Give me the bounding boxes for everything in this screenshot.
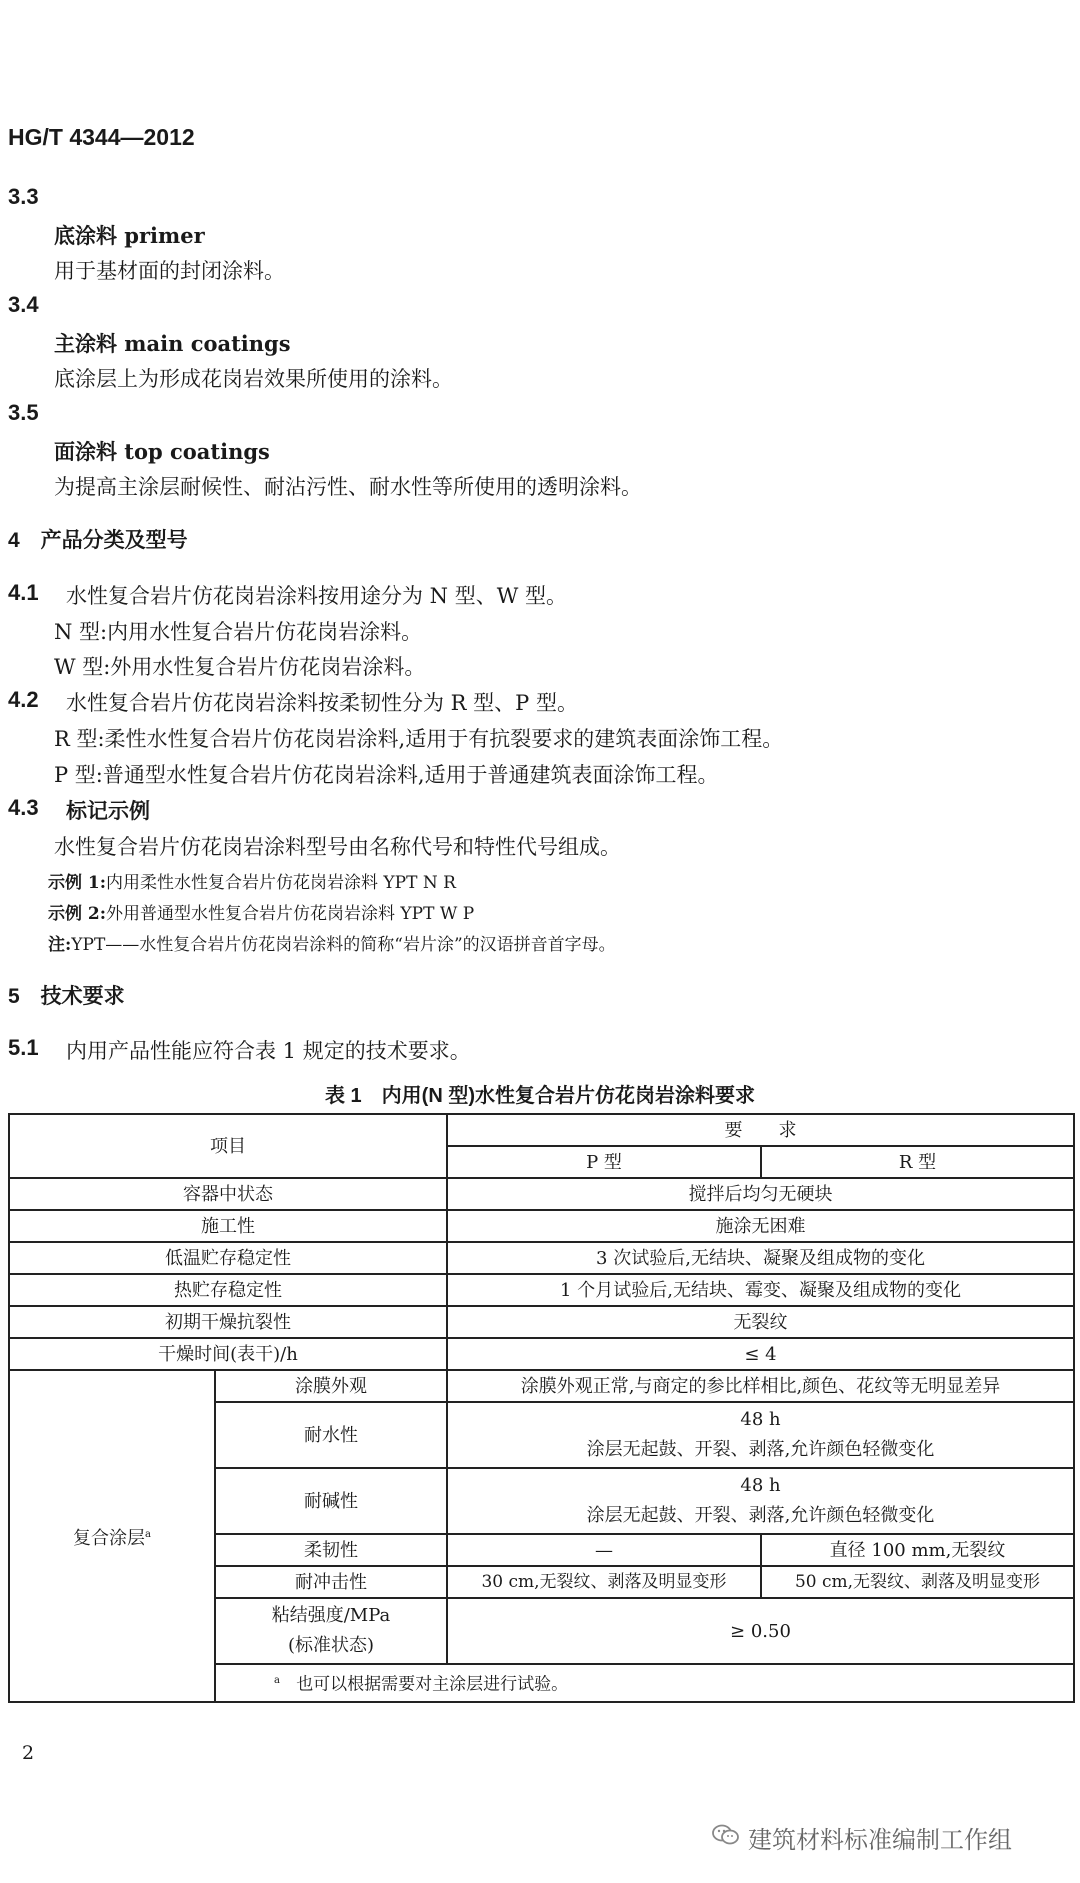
clause-title: 标记示例 — [66, 800, 150, 823]
clause-number: 4.2 — [8, 687, 39, 712]
section-heading-4: 4 产品分类及型号 — [8, 529, 188, 552]
example-1 — [48, 868, 456, 893]
row-item: 耐水性 — [215, 1402, 447, 1468]
type-n-definition: N 型:内用水性复合岩片仿花岗岩涂料。 — [54, 620, 423, 644]
value-line: 涂层无起鼓、开裂、剥落,允许颜色轻微变化 — [586, 1505, 935, 1526]
row-item — [215, 1598, 447, 1664]
composite-coating-label — [9, 1370, 215, 1702]
clause-text: 内用产品性能应符合表 1 规定的技术要求。 — [66, 1039, 471, 1063]
row-value: 3 次试验后,无结块、凝聚及组成物的变化 — [447, 1242, 1074, 1274]
type-w-definition: W 型:外用水性复合岩片仿花岗岩涂料。 — [54, 655, 426, 679]
row-value — [447, 1402, 1074, 1468]
row-item: 容器中状态 — [9, 1178, 447, 1210]
header-p-type: P 型 — [447, 1146, 761, 1178]
r-value: 50 cm,无裂纹、剥落及明显变形 — [761, 1566, 1074, 1598]
row-item: 初期干燥抗裂性 — [9, 1306, 447, 1338]
row-item: 热贮存稳定性 — [9, 1274, 447, 1306]
r-value: 直径 100 mm,无裂纹 — [761, 1534, 1074, 1566]
row-value: ≥ 0.50 — [447, 1598, 1074, 1664]
note — [48, 930, 616, 955]
definition: 用于基材面的封闭涂料。 — [54, 259, 285, 283]
term: 面涂料 top coatings — [54, 439, 270, 464]
value-line: 48 h — [740, 1475, 781, 1496]
row-item: 干燥时间(表干)/h — [9, 1338, 447, 1370]
row-item: 耐冲击性 — [215, 1566, 447, 1598]
row-value: ≤ 4 — [447, 1338, 1074, 1370]
row-item: 施工性 — [9, 1210, 447, 1242]
definition: 为提高主涂层耐候性、耐沾污性、耐水性等所使用的透明涂料。 — [54, 475, 642, 499]
section-heading-5: 5 技术要求 — [8, 985, 125, 1008]
item-line: 粘结强度/MPa — [271, 1605, 391, 1626]
definition: 底涂层上为形成花岗岩效果所使用的涂料。 — [54, 367, 453, 391]
clause-text: 水性复合岩片仿花岗岩涂料型号由名称代号和特性代号组成。 — [54, 835, 621, 859]
clause-number: 3.4 — [8, 292, 39, 317]
clause-number: 3.3 — [8, 184, 39, 209]
row-value: 施涂无困难 — [447, 1210, 1074, 1242]
clause-number: 5.1 — [8, 1035, 39, 1060]
table-footnote — [215, 1664, 1074, 1702]
term: 底涂料 primer — [54, 223, 205, 248]
example-text: 内用柔性水性复合岩片仿花岗岩涂料 YPT N R — [106, 873, 456, 893]
requirements-table — [8, 1113, 1075, 1703]
clause-number: 4.1 — [8, 580, 39, 605]
value-line: 涂层无起鼓、开裂、剥落,允许颜色轻微变化 — [586, 1439, 935, 1460]
row-value: 无裂纹 — [447, 1306, 1074, 1338]
wechat-icon — [712, 1824, 740, 1846]
clause-text: 水性复合岩片仿花岗岩涂料按用途分为 N 型、W 型。 — [66, 584, 567, 608]
footnote-mark: a — [274, 1675, 280, 1687]
note-text: YPT——水性复合岩片仿花岗岩涂料的简称“岩片涂”的汉语拼音首字母。 — [71, 935, 616, 955]
watermark-text: 建筑材料标准编制工作组 — [748, 1826, 1012, 1854]
type-p-definition: P 型:普通型水性复合岩片仿花岗岩涂料,适用于普通建筑表面涂饰工程。 — [54, 763, 719, 787]
example-label: 示例 1: — [48, 873, 107, 893]
note-label: 注: — [48, 935, 72, 955]
row-item: 涂膜外观 — [215, 1370, 447, 1402]
row-value: 搅拌后均匀无硬块 — [447, 1178, 1074, 1210]
example-2 — [48, 899, 474, 924]
footnote-text: 也可以根据需要对主涂层进行试验。 — [296, 1674, 569, 1695]
type-r-definition: R 型:柔性水性复合岩片仿花岗岩涂料,适用于有抗裂要求的建筑表面涂饰工程。 — [54, 727, 784, 751]
example-label: 示例 2: — [48, 904, 107, 924]
row-value — [447, 1468, 1074, 1534]
row-item: 耐碱性 — [215, 1468, 447, 1534]
row-item: 低温贮存稳定性 — [9, 1242, 447, 1274]
value-line: 48 h — [740, 1409, 781, 1430]
row-value: 1 个月试验后,无结块、霉变、凝聚及组成物的变化 — [447, 1274, 1074, 1306]
header-item: 项目 — [9, 1114, 447, 1178]
footnote-mark: a — [145, 1528, 151, 1540]
row-value: 涂膜外观正常,与商定的参比样相比,颜色、花纹等无明显差异 — [447, 1370, 1074, 1402]
clause-number: 4.3 — [8, 795, 39, 820]
header-r-type: R 型 — [761, 1146, 1074, 1178]
row-item: 柔韧性 — [215, 1534, 447, 1566]
p-value: — — [447, 1534, 761, 1566]
p-value: 30 cm,无裂纹、剥落及明显变形 — [447, 1566, 761, 1598]
example-text: 外用普通型水性复合岩片仿花岗岩涂料 YPT W P — [106, 904, 475, 924]
header-requirement: 要 求 — [447, 1114, 1074, 1146]
clause-number: 3.5 — [8, 400, 39, 425]
table-caption: 表 1 内用(N 型)水性复合岩片仿花岗岩涂料要求 — [325, 1085, 755, 1107]
item-line: (标准状态) — [287, 1635, 375, 1656]
standard-number: HG/T 4344—2012 — [8, 124, 195, 150]
page-number: 2 — [22, 1742, 35, 1764]
composite-label-text: 复合涂层 — [73, 1527, 146, 1549]
term: 主涂料 main coatings — [54, 331, 291, 356]
clause-text: 水性复合岩片仿花岗岩涂料按柔韧性分为 R 型、P 型。 — [66, 691, 578, 715]
